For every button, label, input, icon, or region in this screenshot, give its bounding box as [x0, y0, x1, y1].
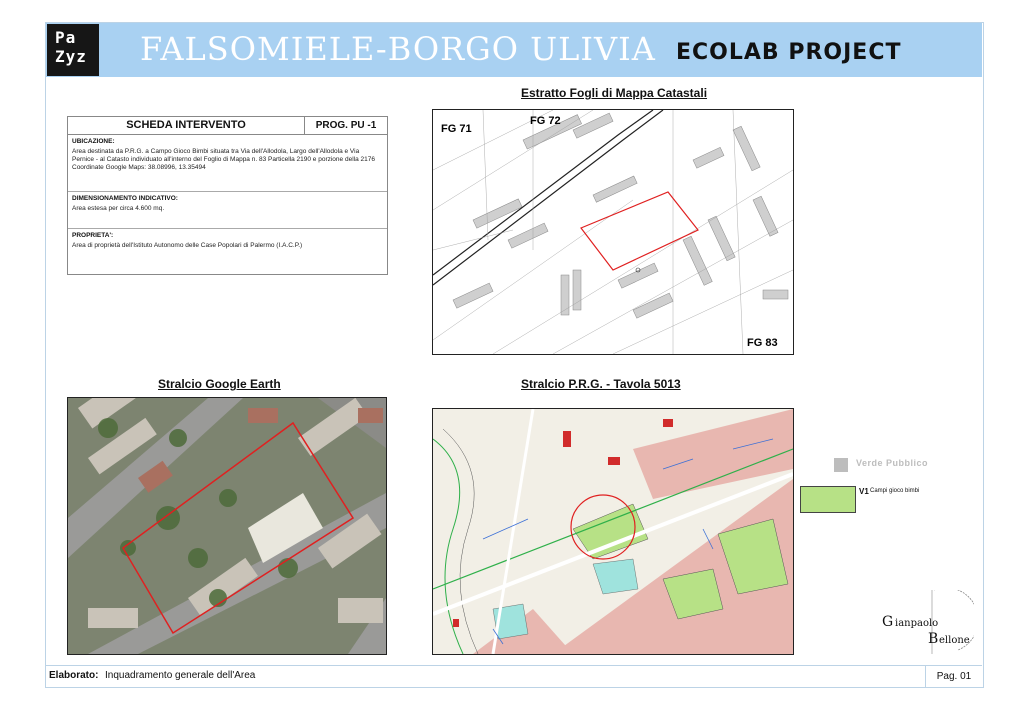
google-earth-image: [67, 397, 387, 655]
proprieta-label: PROPRIETA':: [72, 232, 114, 239]
legend-title: Verde Pubblico: [856, 458, 929, 468]
signature-logo: [882, 590, 974, 656]
scheda-row-dimensionamento: [68, 192, 387, 229]
scheda-prog-code: PROG. PU -1: [315, 120, 377, 131]
scheda-intervento-table: [67, 116, 388, 275]
aerial-photo: [68, 398, 386, 654]
ubicazione-label: UBICAZIONE:: [72, 138, 115, 145]
signature-g: G: [882, 614, 894, 630]
footer-label: Elaborato:: [49, 670, 99, 681]
ubicazione-text: Area destinata da P.R.G. a Campo Gioco Bimbi situata tra Via dell'Allodola, Largo dell'Allodola e Via Pernice - al Catasto individuato all'interno del Foglio di Mappa n. 83 Particella 2190 e porzione della 2176 Coordinate Google Maps: 38.08996, 13.35494: [72, 148, 375, 171]
page-title: FALSOMIELE-BORGO ULIVIA: [140, 30, 656, 68]
dimensionamento-text: Area estesa per circa 4.600 mq.: [72, 205, 165, 212]
pazyz-logo: [47, 24, 99, 76]
scheda-row-proprieta: [68, 229, 387, 253]
project-subtitle: ECOLAB PROJECT: [676, 40, 902, 65]
scheda-header: [68, 117, 387, 135]
prg-map-drawing: [433, 409, 793, 654]
legend-green-swatch: [800, 486, 856, 513]
scheda-row-ubicazione: [68, 135, 387, 192]
signature-first: ianpaolo: [895, 618, 939, 629]
page-number: Pag. 01: [925, 666, 982, 687]
fg72-label: FG 72: [530, 115, 561, 127]
footer-value: Inquadramento generale dell'Area: [105, 670, 256, 681]
scheda-title: SCHEDA INTERVENTO: [68, 117, 305, 134]
logo-line-1: Pa: [55, 28, 77, 47]
proprieta-text: Area di proprietà dell'Istituto Autonomo delle Case Popolari di Palermo (I.A.C.P.): [72, 242, 303, 249]
dimensionamento-label: DIMENSIONAMENTO INDICATIVO:: [72, 195, 178, 202]
prg-label: Stralcio P.R.G. - Tavola 5013: [521, 377, 681, 391]
prg-map: [432, 408, 794, 655]
signature-b: B: [928, 631, 939, 647]
cadastral-map-drawing: [433, 110, 793, 354]
logo-line-2: Zyz: [55, 47, 87, 66]
cadastral-map: [432, 109, 794, 355]
fg83-label: FG 83: [747, 337, 778, 349]
fg71-label: FG 71: [441, 123, 472, 135]
footer-bar: [45, 665, 982, 687]
google-earth-label: Stralcio Google Earth: [158, 377, 281, 391]
legend-gray-bar: [834, 458, 848, 472]
signature-last: ellone: [939, 635, 970, 646]
legend-code: V1: [859, 487, 869, 496]
legend-text: Campi gioco bimbi: [870, 488, 920, 494]
catastali-label: Estratto Fogli di Mappa Catastali: [521, 86, 708, 100]
